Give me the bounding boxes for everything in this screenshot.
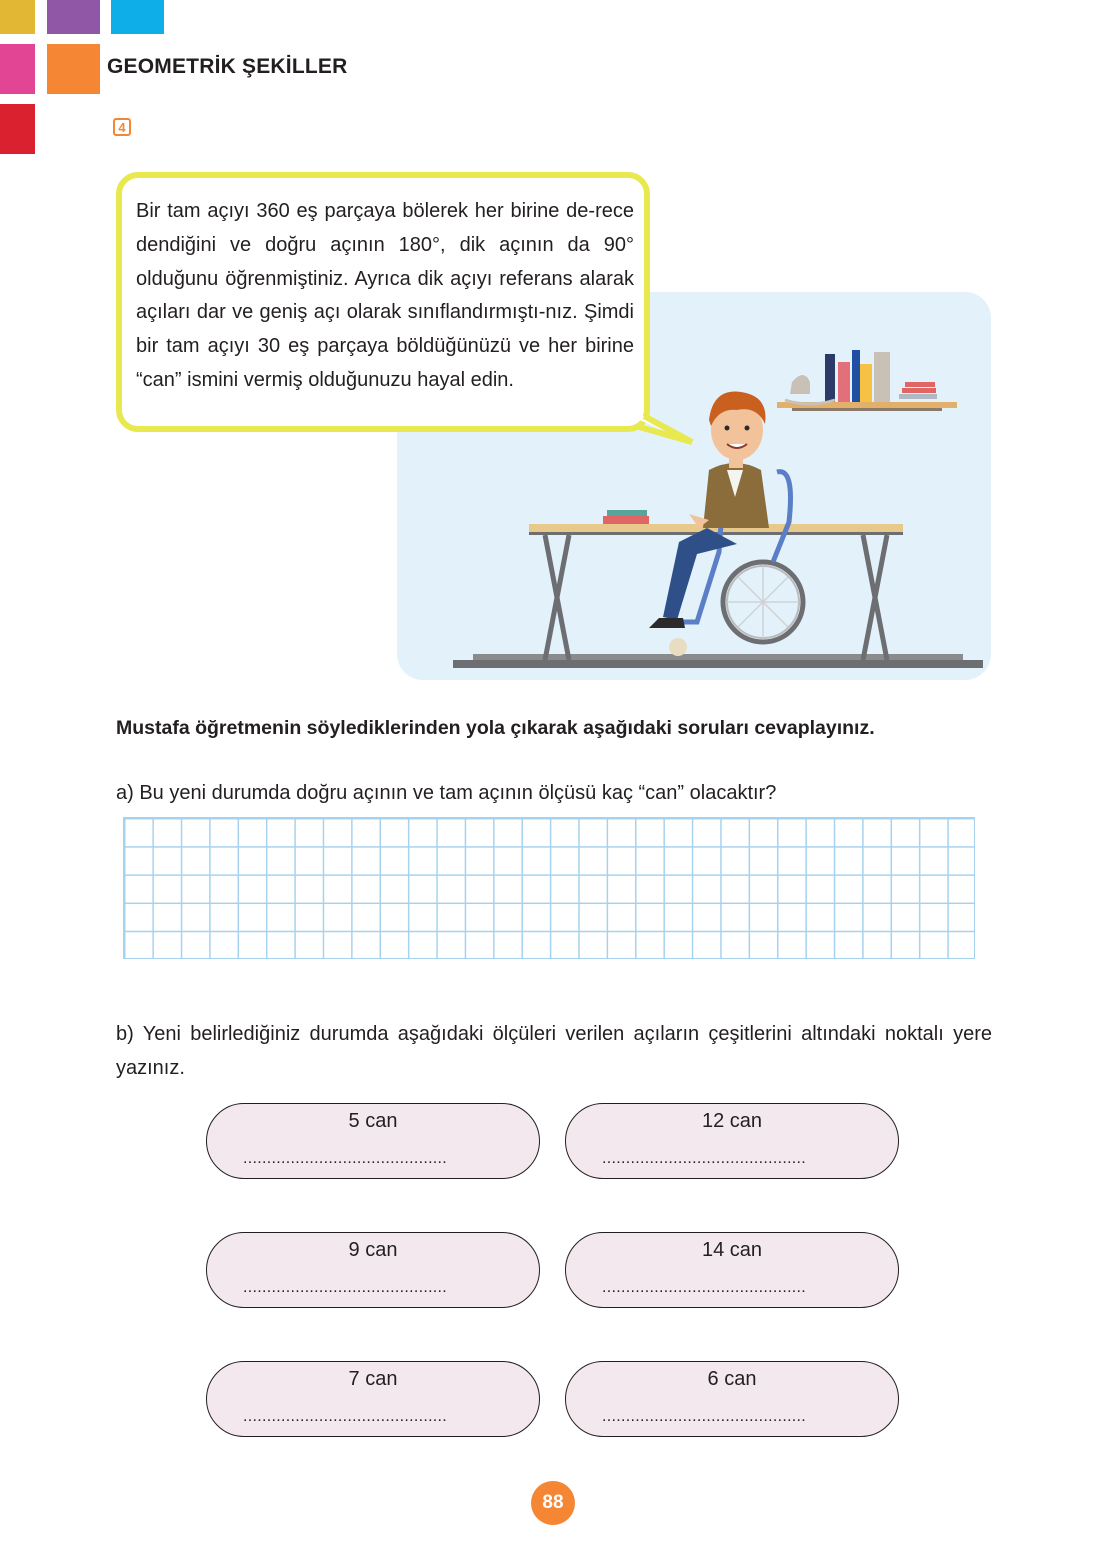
answer-dotted-line[interactable]: ........................................... <box>243 1150 448 1167</box>
corner-square-orange <box>47 44 100 94</box>
corner-square-blue <box>111 0 164 34</box>
books-icon <box>603 510 649 524</box>
angle-measure-label: 12 can <box>701 1110 763 1132</box>
question-a: a) Bu yeni durumda doğru açının ve tam açının ölçüsü kaç “can” olacaktır? <box>116 782 777 804</box>
angle-measure-label: 9 can <box>348 1239 398 1261</box>
answer-dotted-line[interactable]: ........................................... <box>602 1150 807 1167</box>
instruction-text: Mustafa öğretmenin söylediklerinden yola çıkarak aşağıdaki soruları cevaplayınız. <box>116 717 875 739</box>
angle-measure-label: 7 can <box>348 1368 398 1390</box>
answer-dotted-line[interactable]: ........................................... <box>243 1408 448 1425</box>
page-number: 88 <box>531 1481 575 1525</box>
answer-box[interactable] <box>206 1103 540 1179</box>
answer-dotted-line[interactable]: ........................................... <box>602 1408 807 1425</box>
speech-bubble-tail <box>630 412 700 448</box>
corner-square-purple <box>47 0 100 34</box>
answer-box[interactable] <box>206 1361 540 1437</box>
answer-box[interactable] <box>565 1232 899 1308</box>
answer-box[interactable] <box>206 1232 540 1308</box>
question-b: b) Yeni belirlediğiniz durumda aşağıdaki ölçüleri verilen açıların çeşitlerini altındaki noktalı yere yazınız. <box>116 1023 992 1079</box>
answer-box[interactable] <box>565 1361 899 1437</box>
question-number-badge: 4 <box>113 118 131 136</box>
answer-dotted-line[interactable]: ........................................... <box>243 1279 448 1296</box>
corner-square-yellow <box>0 0 35 34</box>
speech-bubble <box>116 172 650 432</box>
answer-dotted-line[interactable]: ........................................... <box>602 1279 807 1296</box>
corner-square-red <box>0 104 35 154</box>
page-title: GEOMETRİK ŞEKİLLER <box>107 55 348 78</box>
angle-measure-label: 14 can <box>701 1239 763 1261</box>
corner-square-pink <box>0 44 35 94</box>
speech-bubble-text: Bir tam açıyı 360 eş parçaya bölerek her birine de-rece dendiğini ve doğru açının 180°, dik açının da 90° olduğunu öğrenmiştiniz. Ayrıca dik açıyı referans alarak açıları dar ve geniş açı olarak sınıflandırmıştı-nız. Şimdi bir tam açıyı 30 eş parçaya böldüğünüzü ve her birine “can” ismini vermiş olduğunuzu hayal edin. <box>136 200 634 391</box>
answer-box[interactable] <box>565 1103 899 1179</box>
answer-grid-a[interactable] <box>123 817 975 959</box>
angle-measure-label: 6 can <box>707 1368 757 1390</box>
angle-measure-label: 5 can <box>348 1110 398 1132</box>
